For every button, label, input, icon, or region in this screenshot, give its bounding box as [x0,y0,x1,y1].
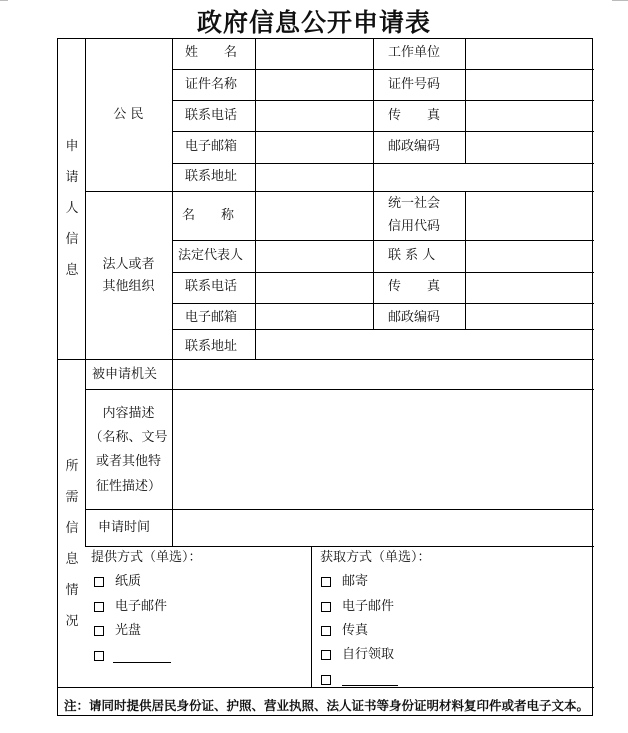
col-line-4b [373,191,374,329]
org-fax-label: 传 真 [388,279,441,294]
applicant-section-label: 申 请 人 信 息 [65,139,79,278]
provide-paper-checkbox[interactable] [94,577,104,587]
row-line [85,191,594,192]
org-label-line1: 法人或者 [102,257,155,272]
id-number-label: 证件号码 [388,77,441,92]
request-time-label: 申请时间 [98,520,151,535]
row-line [172,240,594,241]
row-line [172,69,594,70]
row-line [85,509,594,510]
id-name-label: 证件名称 [185,77,238,92]
col-line-3 [255,39,256,359]
postcode-label: 邮政编码 [388,139,441,154]
org-postcode-label: 邮政编码 [388,310,441,325]
col-line-5b [465,191,466,329]
contact-label: 联 系 人 [388,248,436,263]
row-line [85,389,594,390]
provide-option: 纸质 [115,574,142,589]
obtain-other-blank[interactable] [342,685,398,686]
required-section-label: 所 需 信 息 情 况 [65,459,79,629]
agency-label: 被申请机关 [92,367,158,382]
fax-label: 传 真 [388,108,441,123]
citizen-label: 公 民 [113,107,144,122]
desc-label-2: （名称、文号 [89,430,168,445]
obtain-other-checkbox[interactable] [321,675,331,685]
col-line-request [172,359,173,546]
col-line-5 [465,39,466,163]
row-line [172,131,594,132]
work-unit-label: 工作单位 [388,45,441,60]
provide-option: 电子邮件 [115,599,168,614]
provide-other-blank[interactable] [113,662,171,663]
org-label-line2: 其他组织 [102,279,155,294]
provide-disc-checkbox[interactable] [94,626,104,636]
address-label: 联系地址 [185,169,238,184]
row-line [58,359,594,360]
credit-code-label-1: 统一社会 [388,196,441,211]
obtain-heading: 获取方式（单选）： [320,550,431,565]
provide-email-checkbox[interactable] [94,602,104,612]
obtain-fax-checkbox[interactable] [321,626,331,636]
row-line [58,687,594,688]
obtain-option: 传真 [342,623,369,638]
col-line-2 [172,39,173,359]
row-line [85,546,594,547]
email-label: 电子邮箱 [185,139,238,154]
footnote: 注：请同时提供居民身份证、护照、营业执照、法人证书等身份证明材料复印件或者电子文本。 [64,698,590,713]
top-border-left [0,0,8,1]
obtain-option: 自行领取 [342,647,395,662]
credit-code-label-2: 信用代码 [388,219,441,234]
desc-label-3: 或者其他特 [95,454,161,469]
page-title: 政府信息公开申请表 [196,8,431,37]
org-name-label: 名 称 [182,208,235,223]
phone-label: 联系电话 [185,108,238,123]
name-label: 姓 名 [185,45,238,60]
desc-label-1: 内容描述 [102,406,155,421]
org-address-label: 联系地址 [185,339,238,354]
org-phone-label: 联系电话 [185,279,238,294]
obtain-mail-checkbox[interactable] [321,577,331,587]
top-border-right [612,0,628,1]
legal-rep-label: 法定代表人 [178,248,244,263]
desc-label-4: 征性描述） [95,479,161,494]
col-line-4 [373,39,374,191]
provide-option: 光盘 [115,623,142,638]
provide-heading: 提供方式（单选）： [91,550,202,565]
org-email-label: 电子邮箱 [185,310,238,325]
row-line [172,272,594,273]
obtain-option: 电子邮件 [342,599,395,614]
application-form [57,38,593,716]
col-line-options [311,546,312,687]
row-line [172,303,594,304]
provide-other-checkbox[interactable] [94,651,104,661]
obtain-email-checkbox[interactable] [321,602,331,612]
obtain-option: 邮寄 [342,574,369,589]
obtain-pickup-checkbox[interactable] [321,650,331,660]
row-line [172,163,594,164]
row-line [172,329,594,330]
row-line [172,100,594,101]
